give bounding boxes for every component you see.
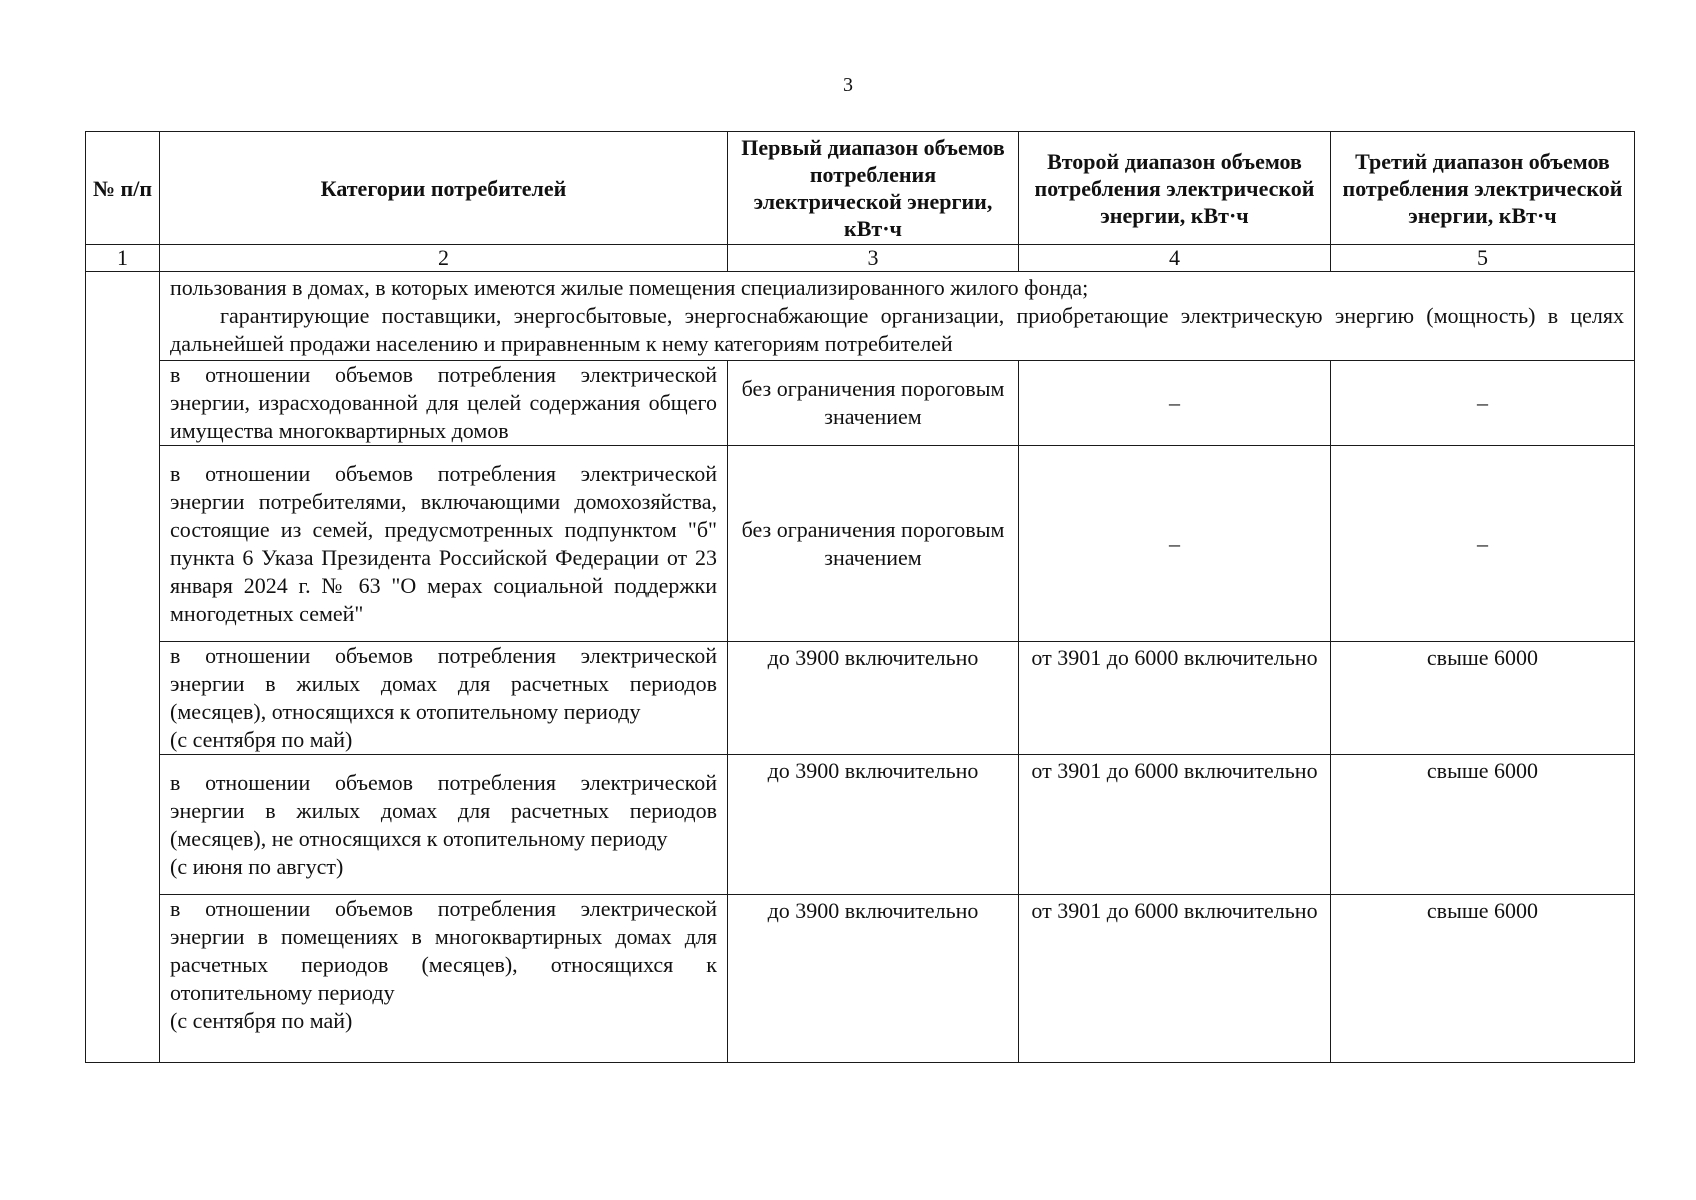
header-index: № п/п: [86, 132, 160, 245]
table-row: [86, 361, 1635, 446]
table-row: [86, 446, 1635, 642]
column-number: 5: [1331, 245, 1635, 272]
first-range-cell: до 3900 включительно: [728, 895, 1019, 1063]
third-range-cell: свыше 6000: [1331, 755, 1635, 895]
column-number: 1: [86, 245, 160, 272]
continuation-text: [160, 272, 1635, 361]
page-number: 3: [843, 74, 853, 96]
first-range-cell: до 3900 включительно: [728, 642, 1019, 755]
second-range-cell: от 3901 до 6000 включительно: [1019, 755, 1331, 895]
header-row: [86, 132, 1635, 245]
table-row: [86, 895, 1635, 1063]
continuation-line: гарантирующие поставщики, энергосбытовые, энергоснабжающие организации, приобретающие электрическую энергию (мощность) в целях дальнейшей продажи населению и приравненным к нему категориям потребителей: [170, 303, 1624, 356]
third-range-cell: –: [1331, 361, 1635, 446]
second-range-cell: от 3901 до 6000 включительно: [1019, 642, 1331, 755]
category-text: в отношении объемов потребления электрической энергии в жилых домах для расчетных периодов (месяцев), не относящихся к отопительному периоду: [170, 769, 717, 851]
category-cell: [160, 895, 728, 1063]
first-range-cell: без ограничения пороговым значением: [728, 361, 1019, 446]
column-number: 2: [160, 245, 728, 272]
second-range-cell: от 3901 до 6000 включительно: [1019, 895, 1331, 1063]
continuation-line: пользования в домах, в которых имеются жилые помещения специализированного жилого фонда;: [170, 275, 1089, 300]
table-row: [86, 642, 1635, 755]
third-range-cell: свыше 6000: [1331, 642, 1635, 755]
category-text: в отношении объемов потребления электрической энергии в помещениях в многоквартирных домах для расчетных периодов (месяцев), относящихся к отопительному периоду: [170, 896, 717, 1005]
column-number-row: [86, 245, 1635, 272]
category-period: (с сентября по май): [170, 727, 353, 752]
table-row: [86, 755, 1635, 895]
index-cell: [86, 272, 160, 1063]
header-third-range: Третий диапазон объемов потребления электрической энергии, кВт·ч: [1331, 132, 1635, 245]
column-number: 4: [1019, 245, 1331, 272]
category-cell: [160, 755, 728, 895]
category-cell: в отношении объемов потребления электрической энергии потребителями, включающими домохозяйства, состоящие из семей, предусмотренных подпунктом "б" пункта 6 Указа Президента Российской Федерации от 23 января 2024 г. № 63 "О мерах социальной поддержки многодетных семей": [160, 446, 728, 642]
category-cell: [160, 642, 728, 755]
continuation-row: [86, 272, 1635, 361]
third-range-cell: свыше 6000: [1331, 895, 1635, 1063]
tariff-table: [85, 131, 1635, 1063]
category-cell: в отношении объемов потребления электрической энергии, израсходованной для целей содержания общего имущества многоквартирных домов: [160, 361, 728, 446]
second-range-cell: –: [1019, 361, 1331, 446]
third-range-cell: –: [1331, 446, 1635, 642]
first-range-cell: до 3900 включительно: [728, 755, 1019, 895]
column-number: 3: [728, 245, 1019, 272]
category-period: (с июня по август): [170, 853, 344, 879]
header-first-range: Первый диапазон объемов потребления электрической энергии, кВт·ч: [728, 132, 1019, 245]
header-second-range: Второй диапазон объемов потребления электрической энергии, кВт·ч: [1019, 132, 1331, 245]
category-text: в отношении объемов потребления электрической энергии в жилых домах для расчетных периодов (месяцев), относящихся к отопительному периоду: [170, 643, 717, 724]
header-category: Категории потребителей: [160, 132, 728, 245]
category-period: (с сентября по май): [170, 1008, 353, 1033]
second-range-cell: –: [1019, 446, 1331, 642]
first-range-cell: без ограничения пороговым значением: [728, 446, 1019, 642]
